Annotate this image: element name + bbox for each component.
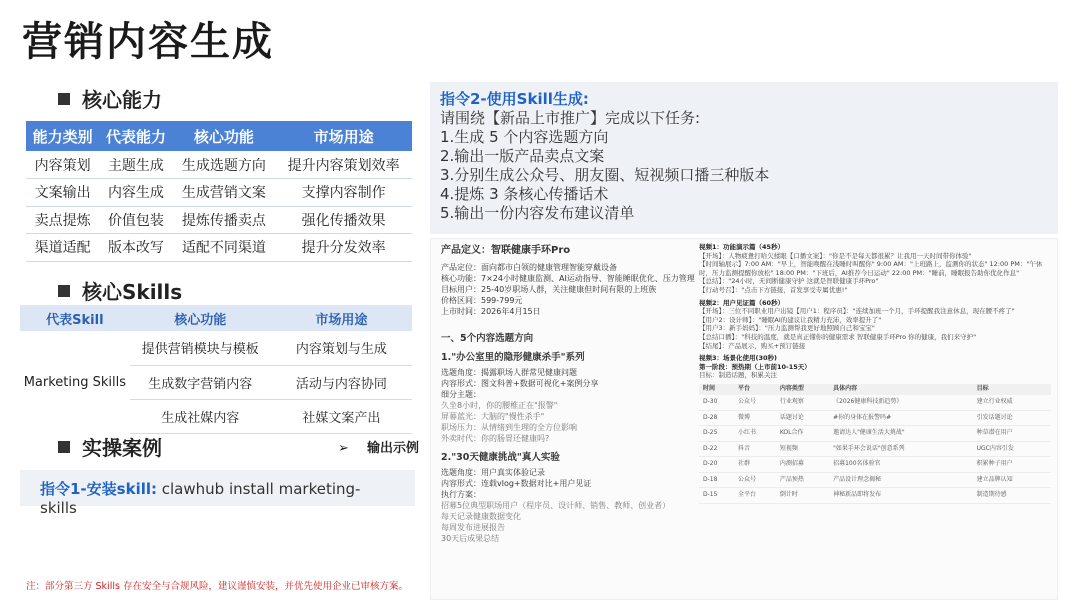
table-cell: UGC内容引发 [973,441,1051,457]
product-field: 目标用户：25-40岁职场人群，关注健康但时间有限的上班族 [441,285,657,294]
table-cell: 全平台 [734,488,776,504]
table-cell: 建立品牌认知 [973,472,1051,488]
video-line: 【用户3：新手妈妈】："压力监测帮我更好地照顾自己和宝宝" [699,324,875,333]
schedule-table [699,384,1051,504]
topic-item: 30天后成果总结 [441,534,500,543]
table-row [26,179,412,207]
command2-line: 5.输出一份内容发布建议清单 [440,204,635,222]
table-row [26,151,412,179]
table-cell: 神秘新品即将发布 [829,488,973,504]
command1-text: clawhub install marketing-skills [40,480,361,517]
topic-line: 执行方案： [441,490,481,499]
table-row [26,234,412,262]
table-row [699,488,1051,504]
table-cell: 提升分发效率 [275,234,412,262]
table-cell: 微博 [734,410,776,426]
table-cell: 生成营销文案 [173,179,276,207]
table-cell: D-20 [699,457,734,473]
topic-line: 选题角度：用户真实体验记录 [441,468,545,477]
capability-table [26,121,412,262]
table-cell: 卖点提炼 [26,206,99,234]
table-cell: 生成选题方向 [173,151,276,179]
video-line: 【总结口播】："科技的温度，就是真正懂你的健康需求 智联健康手环Pro 你的健康，我们来守护" [699,332,977,341]
table-cell: 社媒文案产出 [271,399,412,433]
table-cell: 建立行业权威 [973,395,1051,411]
page-title: 营销内容生成 [22,19,274,65]
table-row [20,331,412,365]
table-cell: 生成社媒内容 [130,399,271,433]
table-cell: KOL合作 [776,426,829,442]
command1-box [20,470,415,517]
table-cell: 《2026健康科技新趋势》 [829,395,973,411]
section-case [58,432,162,461]
command2-line: 3.分别生成公众号、朋友圈、短视频口播三种版本 [440,166,770,184]
command2-line: 2.输出一版产品卖点文案 [440,147,605,165]
table-cell: D-22 [699,441,734,457]
topic-line: 选题角度：揭露职场人群常见健康问题 [441,368,577,377]
product-field: 上市时间：2026年4月15日 [441,307,541,316]
output-example-text: 输出示例 [367,441,420,456]
table-cell: 生成数字营销内容 [130,365,271,399]
table-cell: D-30 [699,395,734,411]
output-example-label [338,437,419,456]
arrow-icon: ➢ [338,441,349,456]
table-row [699,410,1051,426]
table-cell: 内容策划与生成 [271,331,412,365]
table-cell: 倒计时 [776,488,829,504]
video-line: 【用户2：设计师】："睡眠AI的建议让我精力充沛，效率提升了" [699,315,882,324]
table-cell: 小红书 [734,426,776,442]
table-header: 时间 [699,384,734,395]
table-cell: 提供营销模块与模板 [130,331,271,365]
table-row [699,395,1051,411]
table-header: 具体内容 [829,384,973,395]
topic-item: 每周发布进展报告 [441,523,505,532]
section-heading: 实操案例 [82,436,162,460]
skills-table [20,305,412,434]
table-cell: 价值包装 [99,206,172,234]
topic-item: 职场压力：从情绪到生理的全方位影响 [441,423,577,432]
document-left-column [441,245,701,544]
command2-heading: 指令2-使用Skill生成: [440,90,589,108]
topic-line: 内容形式：连载vlog+数据对比+用户见证 [441,479,592,488]
video-line: 【开场】：人物疲惫打哈欠揉眼【口播文案】："你是不是每天都很累？让我用一天时间带你体验" [699,251,972,260]
product-field: 核心功能：7×24小时健康监测、AI运动指导、智能睡眠优化、压力管理 [441,274,695,283]
command2-line: 请围绕【新品上市推广】完成以下任务: [440,109,701,127]
table-cell: 支撑内容制作 [275,179,412,207]
table-cell: 话题讨论 [776,410,829,426]
table-cell: 公众号 [734,472,776,488]
table-cell: 社群 [734,457,776,473]
table-cell: 适配不同渠道 [173,234,276,262]
topic-item: 招募5位典型职场用户（程序员、设计师、销售、教师、创业者） [441,501,671,510]
command2-line: 4.提炼 3 条核心传播话术 [440,185,609,203]
section-core-skills [58,276,182,305]
product-title: 产品定义：智联健康手环Pro [441,245,571,256]
video-line: 第一阶段：预热期（上市前10-15天） [699,362,811,371]
table-cell: D-25 [699,426,734,442]
table-header: 代表Skill [20,305,130,331]
table-cell: 种草潜在用户 [973,426,1051,442]
table-cell: 制造期待感 [973,488,1051,504]
table-cell: #你的身体在报警吗# [829,410,973,426]
video-line: 【结尾】：产品展示，购买+预订链接 [699,341,806,350]
table-cell: 行业观察 [776,395,829,411]
table-row [699,441,1051,457]
topic-heading: 2."30天健康挑战"真人实验 [441,452,560,463]
topic-item: 每天记录健康数据变化 [441,512,521,521]
table-cell: 内测招募 [776,457,829,473]
table-row [26,206,412,234]
table-header: 目标 [973,384,1051,395]
product-field: 产品定位：面向都市白领的健康管理智能穿戴设备 [441,263,617,272]
table-header: 核心功能 [130,305,271,331]
bullet-square-icon [58,441,70,453]
table-cell: 短视频 [776,441,829,457]
table-cell: 产品设计理念揭秘 [829,472,973,488]
table-cell: 渠道适配 [26,234,99,262]
table-cell: 积累种子用户 [973,457,1051,473]
table-cell: 引发话题讨论 [973,410,1051,426]
section-core-capability [58,84,162,113]
video-line: 【时间轴展示】7:00 AM："早上，智能唤醒在浅睡时叫醒你" 9:00 AM："上班路上，监测你的状态" 12:00 PM："午休时，压力监测提醒你放松" 18:00 PM："下班后，AI推荐今日运动" 22:00 PM："睡前，睡眠报告助你优化作息" [699,260,1043,277]
output-document [430,238,1058,600]
document-right-column [699,243,1051,504]
table-cell: D-15 [699,488,734,504]
table-cell: D-18 [699,472,734,488]
table-cell: 文案输出 [26,179,99,207]
table-cell: "如果手环会说话"创意系列 [829,441,973,457]
video-line: 【行动号召】："点击下方链接，首发享受专属优惠!" [699,285,848,294]
product-field: 价格区间：599-799元 [441,296,523,305]
topic-item: 久坐8小时，你的腰椎正在"报警" [441,401,558,410]
bullet-square-icon [58,285,70,297]
table-row [699,472,1051,488]
table-cell: 提炼传播卖点 [173,206,276,234]
topic-line: 细分主题： [441,390,481,399]
table-header: 市场用途 [271,305,412,331]
video-heading: 视频2：用户见证篇（60秒） [699,298,785,307]
table-cell: 抖音 [734,441,776,457]
section-heading: 核心能力 [82,88,162,112]
table-cell: 公众号 [734,395,776,411]
table-cell: 产品预热 [776,472,829,488]
table-cell: 强化传播效果 [275,206,412,234]
table-cell: 招募100名体验官 [829,457,973,473]
table-row [699,457,1051,473]
video-heading: 视频3：场景化使用(30秒) [699,354,778,363]
table-header: 平台 [734,384,776,395]
topic-item: 外卖时代：你的肠胃还健康吗? [441,434,550,443]
table-cell: D-28 [699,410,734,426]
video-line: 【总结】："24小时，无间断健康守护 这就是智联健康手环Pro" [699,277,879,286]
doc-section-heading: 一、5个内容选题方向 [441,333,534,344]
topic-item: 屏幕蓝光：大脑的"慢性杀手" [441,412,545,421]
command1-prefix: 指令1-安装skill: [40,480,157,498]
table-header: 内容类型 [776,384,829,395]
table-header: 市场用途 [275,121,412,151]
video-heading: 视频1：功能演示篇（45秒） [699,243,785,251]
table-cell: 内容生成 [99,179,172,207]
table-cell: 版本改写 [99,234,172,262]
table-cell: 邀请达人"健康生活大挑战" [829,426,973,442]
table-header: 代表能力 [99,121,172,151]
table-row [699,426,1051,442]
skill-name-cell: Marketing Skills [23,374,127,390]
topic-line: 内容形式：图文科普+数据可视化+案例分享 [441,379,599,388]
bullet-square-icon [58,93,70,105]
topic-heading: 1."办公室里的隐形健康杀手"系列 [441,352,585,363]
risk-note: 注：部分第三方 Skills 存在安全与合规风险，建议谨慎安装，并优先使用企业已审核方案。 [26,581,408,592]
video-line: 目标：制造话题，积累关注 [699,371,777,380]
video-line: 【开场】：三位不同职业用户出镜【用户1：程序员】："连续加班一个月，手环提醒我注意休息，现在腰不疼了" [699,307,1015,316]
section-heading: 核心Skills [82,280,183,304]
table-cell: 活动与内容协同 [271,365,412,399]
table-cell: 提升内容策划效率 [275,151,412,179]
table-header: 能力类别 [26,121,99,151]
table-cell: 主题生成 [99,151,172,179]
table-header: 核心功能 [173,121,276,151]
command2-line: 1.生成 5 个内容选题方向 [440,128,609,146]
command2-panel [430,82,1058,234]
table-cell: 内容策划 [26,151,99,179]
